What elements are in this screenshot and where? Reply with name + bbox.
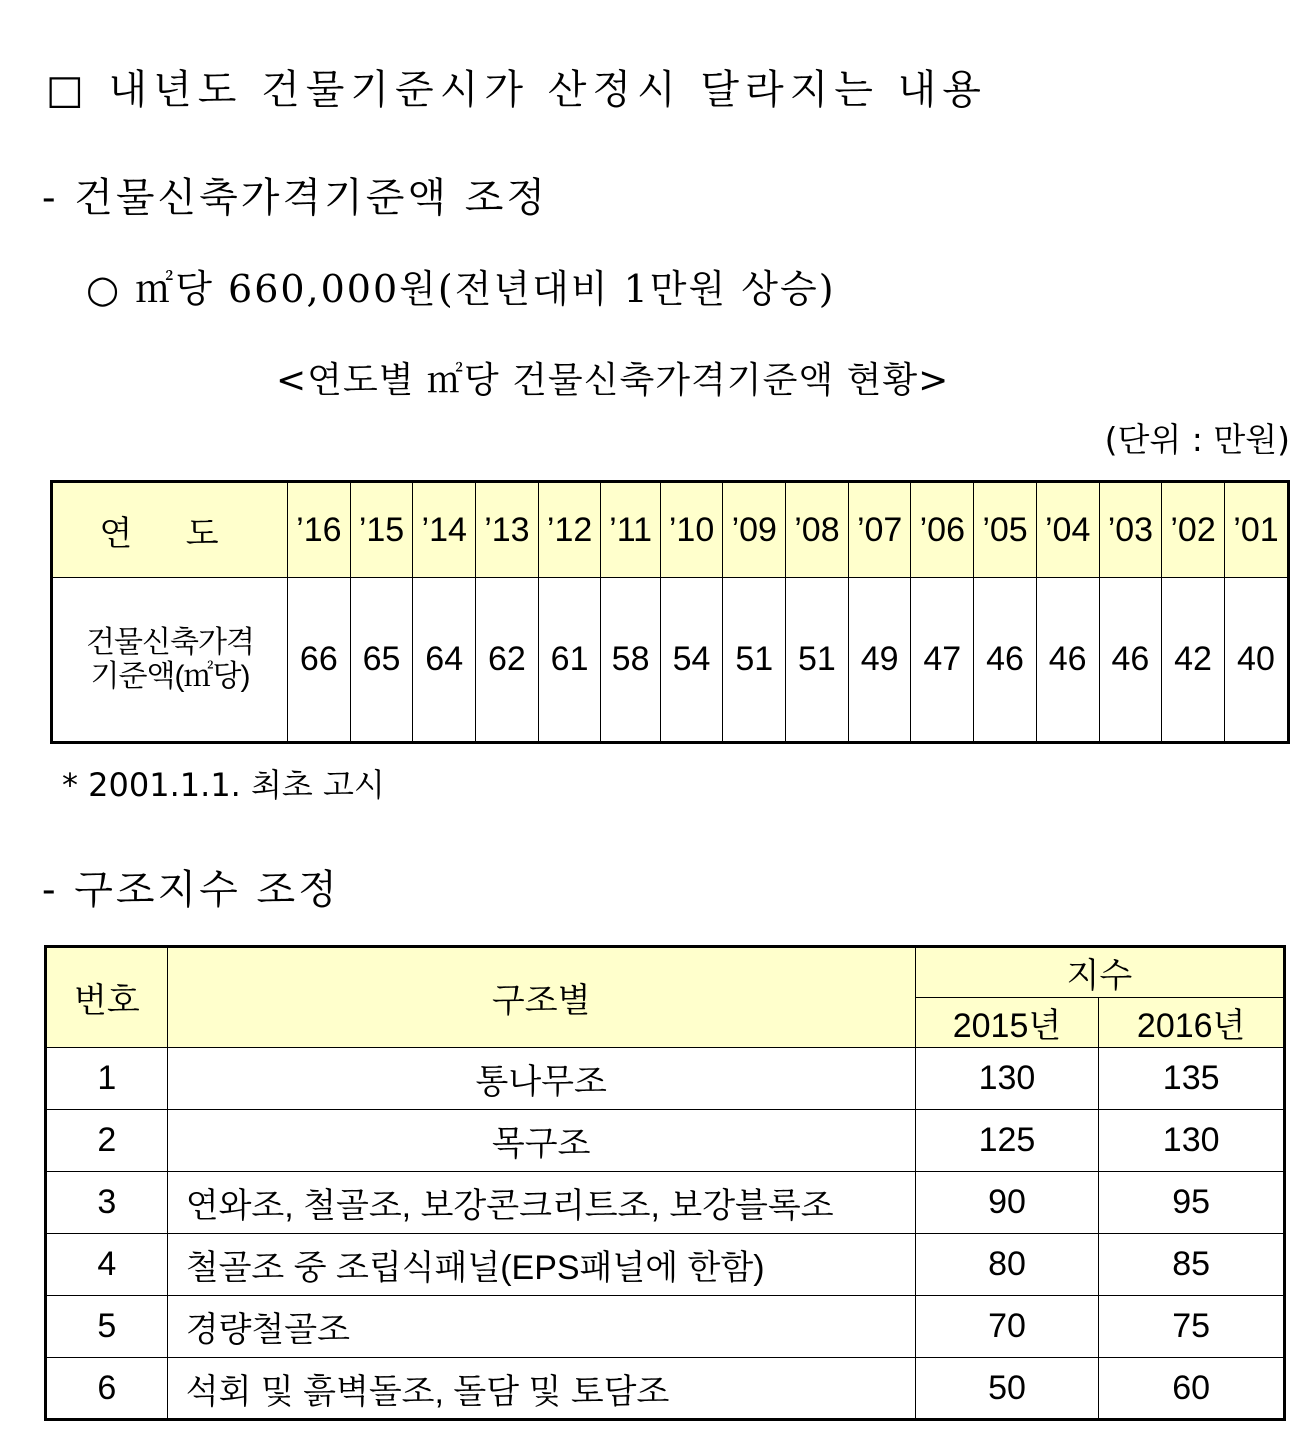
year-cell: ’04 [1036, 482, 1099, 578]
table-row [46, 1110, 1285, 1172]
price-table [50, 480, 1290, 744]
price-value-cell: 58 [601, 578, 660, 743]
main-heading: □ 내년도 건물기준시가 산정시 달라지는 내용 [46, 67, 987, 113]
year-label: 연 도 [52, 482, 288, 578]
row-2016-cell: 85 [1099, 1234, 1285, 1296]
price-value-cell: 49 [848, 578, 911, 743]
price-value-cell: 51 [723, 578, 786, 743]
price-value-cell: 47 [911, 578, 974, 743]
unit-label: (단위 : 만원) [1104, 420, 1290, 459]
row-structure-cell: 석회 및 흙벽돌조, 돌담 및 토담조 [167, 1358, 915, 1420]
section-heading-structure: - 구조지수 조정 [42, 867, 340, 913]
price-value-cell: 42 [1162, 578, 1225, 743]
footnote: * 2001.1.1. 최초 고시 [62, 766, 385, 804]
row-2016-cell: 130 [1099, 1110, 1285, 1172]
year-cell: ’08 [786, 482, 849, 578]
row-2015-cell: 80 [915, 1234, 1099, 1296]
value-label-line1: 건물신축가격 [86, 625, 254, 659]
year-cell: ’15 [350, 482, 413, 578]
year-cell: ’09 [723, 482, 786, 578]
price-value-cell: 61 [538, 578, 601, 743]
year-cell: ’10 [660, 482, 723, 578]
row-2016-cell: 135 [1099, 1048, 1285, 1110]
col-header-structure: 구조별 [167, 947, 915, 1048]
price-value-cell: 46 [1036, 578, 1099, 743]
price-value-cell: 65 [350, 578, 413, 743]
price-table-year-row [52, 482, 1289, 578]
price-value-cell: 46 [974, 578, 1037, 743]
row-no-cell: 4 [46, 1234, 168, 1296]
year-cell: ’13 [476, 482, 539, 578]
col-header-no: 번호 [46, 947, 168, 1048]
price-table-value-row [52, 578, 1289, 743]
structure-table-header-row [46, 947, 1285, 998]
table-row [46, 1358, 1285, 1420]
row-2015-cell: 50 [915, 1358, 1099, 1420]
row-2015-cell: 130 [915, 1048, 1099, 1110]
price-summary: ○ ㎡당 660,000원(전년대비 1만원 상승) [86, 267, 836, 311]
price-value-cell: 66 [288, 578, 351, 743]
row-structure-cell: 철골조 중 조립식패널(EPS패널에 한함) [167, 1234, 915, 1296]
row-2016-cell: 75 [1099, 1296, 1285, 1358]
row-structure-cell: 경량철골조 [167, 1296, 915, 1358]
value-label [52, 578, 288, 743]
price-value-cell: 62 [476, 578, 539, 743]
col-header-2015: 2015년 [915, 998, 1099, 1048]
col-header-index: 지수 [915, 947, 1284, 998]
row-structure-cell: 연와조, 철골조, 보강콘크리트조, 보강블록조 [167, 1172, 915, 1234]
table-row [46, 1048, 1285, 1110]
year-cell: ’11 [601, 482, 660, 578]
table-row [46, 1234, 1285, 1296]
row-2015-cell: 125 [915, 1110, 1099, 1172]
row-2016-cell: 95 [1099, 1172, 1285, 1234]
row-2015-cell: 70 [915, 1296, 1099, 1358]
year-cell: ’14 [413, 482, 476, 578]
row-no-cell: 1 [46, 1048, 168, 1110]
row-no-cell: 6 [46, 1358, 168, 1420]
structure-index-table [44, 945, 1286, 1421]
row-2015-cell: 90 [915, 1172, 1099, 1234]
year-cell: ’12 [538, 482, 601, 578]
year-cell: ’07 [848, 482, 911, 578]
row-no-cell: 2 [46, 1110, 168, 1172]
year-cell: ’16 [288, 482, 351, 578]
table-row [46, 1172, 1285, 1234]
year-cell: ’06 [911, 482, 974, 578]
row-no-cell: 5 [46, 1296, 168, 1358]
row-2016-cell: 60 [1099, 1358, 1285, 1420]
row-structure-cell: 목구조 [167, 1110, 915, 1172]
row-structure-cell: 통나무조 [167, 1048, 915, 1110]
table-row [46, 1296, 1285, 1358]
price-table-title: <연도별 ㎡당 건물신축가격기준액 현황> [276, 360, 950, 401]
price-value-cell: 46 [1099, 578, 1162, 743]
value-label-line2: 기준액(㎡당) [90, 659, 250, 693]
structure-table-body [46, 1048, 1285, 1420]
year-cell: ’01 [1224, 482, 1288, 578]
section-heading-price: - 건물신축가격기준액 조정 [42, 175, 548, 221]
year-cell: ’02 [1162, 482, 1225, 578]
price-value-cell: 40 [1224, 578, 1288, 743]
price-value-cell: 54 [660, 578, 723, 743]
price-value-cell: 64 [413, 578, 476, 743]
col-header-2016: 2016년 [1099, 998, 1285, 1048]
year-cell: ’05 [974, 482, 1037, 578]
year-cell: ’03 [1099, 482, 1162, 578]
price-value-cell: 51 [786, 578, 849, 743]
row-no-cell: 3 [46, 1172, 168, 1234]
